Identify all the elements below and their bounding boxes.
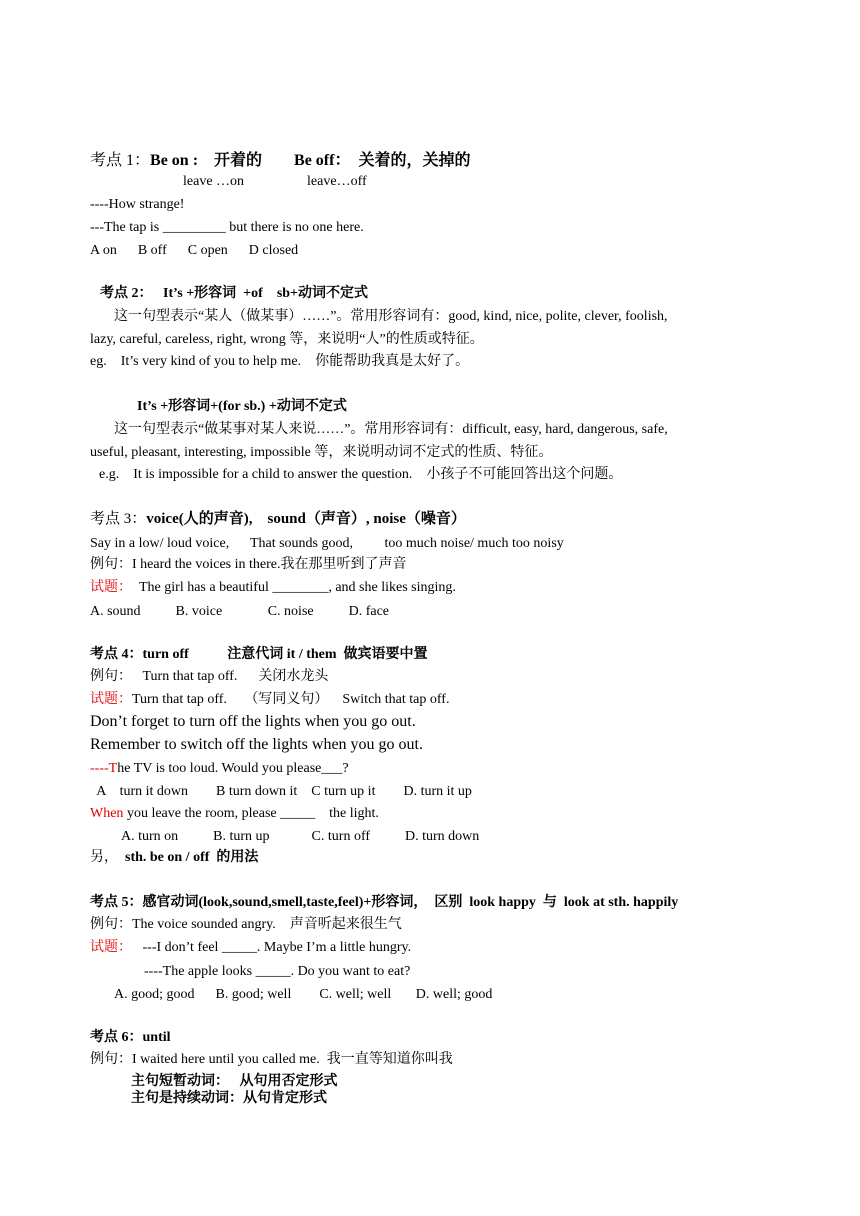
test-label: 试题：: [90, 580, 132, 595]
description-line: 这一句型表示“某人（做某事）……”。常用形容词有：good, kind, nice, polite, clever, foolish,: [114, 309, 668, 324]
section-6-heading: 考点 6：until: [90, 1030, 171, 1045]
test-question: [90, 939, 411, 957]
section-2-heading: 考点 2： It’s +形容词 +of sb+动词不定式: [100, 286, 369, 301]
test-label: 试题：: [90, 940, 132, 955]
section-3-heading: [90, 510, 466, 528]
example-line: e.g. It is impossible for a child to answer the question. 小孩子不可能回答出这个问题。: [99, 467, 623, 482]
dash-prefix: ----T: [90, 761, 118, 776]
section-5-heading: 考点 5：感官动词(look,sound,smell,taste,feel)+形容词， 区别 look happy 与 look at sth. happily: [90, 895, 679, 910]
sentence-large: Remember to switch off the lights when you go out.: [90, 736, 423, 753]
test-question: [90, 805, 379, 823]
question-text: you leave the room, please _____ the light.: [123, 806, 379, 821]
rule-line: 主句是持续动词：从句肯定形式: [131, 1091, 327, 1106]
question-text: he TV is too loud. Would you please___?: [117, 761, 349, 776]
dialog-line: ---The tap is _________ but there is no one here.: [90, 220, 364, 235]
question-text: The girl has a beautiful ________, and she likes singing.: [132, 580, 456, 595]
example-line: 例句： Turn that tap off. 关闭水龙头: [90, 669, 329, 684]
answer-options: A on B off C open D closed: [90, 243, 299, 258]
sentence-large: Don’t forget to turn off the lights when you go out.: [90, 713, 416, 730]
test-question: [90, 760, 349, 778]
leave-phrases: leave …on leave…off: [183, 174, 367, 189]
example-line: 例句：I heard the voices in there.我在那里听到了声音: [90, 557, 407, 572]
question-text: ---I don’t feel _____. Maybe I’m a little hungry.: [132, 940, 412, 955]
kaodian-label: 考点 3：: [90, 511, 147, 527]
word-prefix: When: [90, 806, 124, 821]
question-text: Turn that tap off. （写同义句） Switch that tap off.: [132, 692, 450, 707]
answer-options: A. good; good B. good; well C. well; well D. well; good: [114, 987, 493, 1002]
test-question: [90, 691, 449, 709]
phrase-line: Say in a low/ loud voice, That sounds good, too much noise/ much too noisy: [90, 536, 564, 551]
heading-text: voice(人的声音), sound（声音）, noise（噪音）: [146, 511, 466, 527]
description-line: lazy, careful, careless, right, wrong 等，来说明“人”的性质或特征。: [90, 332, 484, 347]
rule-line: 主句短暂动词： 从句用否定形式: [131, 1074, 338, 1089]
note-text: sth. be on / off 的用法: [118, 850, 259, 865]
test-question: ----The apple looks _____. Do you want to eat?: [144, 964, 411, 979]
test-label: 试题：: [90, 692, 132, 707]
answer-options: A turn it down B turn down it C turn up it D. turn it up: [90, 784, 472, 799]
note-line: [90, 849, 258, 867]
dialog-line: ----How strange!: [90, 197, 185, 212]
section-1-heading: [90, 151, 470, 171]
example-line: 例句：I waited here until you called me. 我一直等知道你叫我: [90, 1052, 453, 1067]
heading-text: Be on : 开着的 Be off： 关着的，关掉的: [150, 152, 471, 169]
kaodian-label: 考点 1：: [90, 152, 151, 169]
example-line: 例句：The voice sounded angry. 声音听起来很生气: [90, 917, 402, 932]
example-line: eg. It’s very kind of you to help me. 你能帮助我真是太好了。: [90, 354, 470, 369]
answer-options: A. turn on B. turn up C. turn off D. turn down: [121, 829, 480, 844]
test-question: [90, 579, 456, 597]
note-prefix: 另，: [90, 850, 118, 865]
description-line: 这一句型表示“做某事对某人来说……”。常用形容词有：difficult, easy, hard, dangerous, safe,: [114, 422, 668, 437]
section-4-heading: 考点 4：turn off 注意代词 it / them 做宾语要中置: [90, 647, 428, 662]
section-2-subheading: It’s +形容词+(for sb.) +动词不定式: [137, 399, 347, 414]
description-line: useful, pleasant, interesting, impossible 等，来说明动词不定式的性质、特征。: [90, 445, 553, 460]
answer-options: A. sound B. voice C. noise D. face: [90, 604, 390, 619]
